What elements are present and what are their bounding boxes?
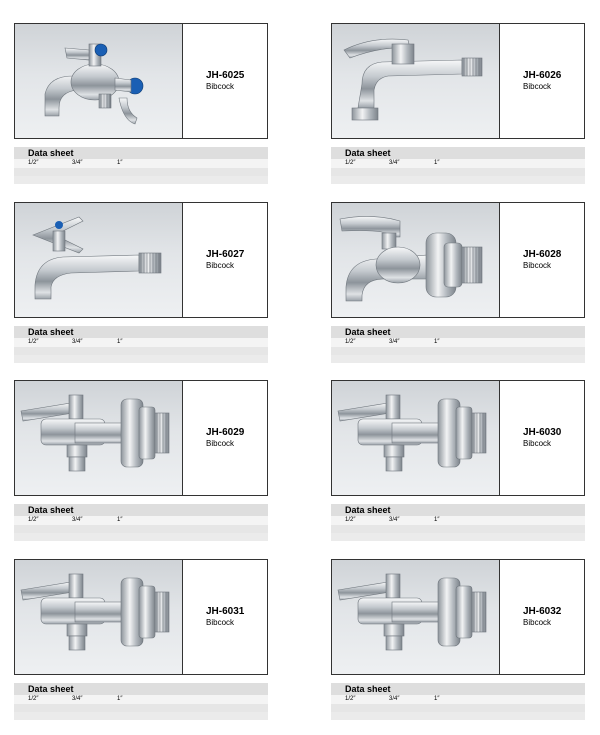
data-sheet-sizes-row bbox=[331, 338, 585, 347]
product-info bbox=[206, 70, 244, 91]
product-info bbox=[523, 427, 561, 448]
product-code: JH-6026 bbox=[523, 70, 562, 81]
data-sheet-row bbox=[14, 176, 268, 184]
data-sheet-sizes-row bbox=[14, 695, 268, 704]
size-label: 3/4″ bbox=[389, 160, 400, 166]
product-panel bbox=[14, 23, 268, 139]
product-code: JH-6029 bbox=[206, 427, 245, 438]
product-info bbox=[523, 249, 561, 270]
data-sheet-row bbox=[331, 176, 585, 184]
size-label: 3/4″ bbox=[389, 339, 400, 345]
data-sheet-row bbox=[331, 525, 585, 533]
data-sheet-header bbox=[331, 683, 585, 695]
data-sheet-sizes-row bbox=[331, 159, 585, 168]
data-sheet-title: Data sheet bbox=[345, 148, 391, 158]
data-sheet-row bbox=[331, 347, 585, 355]
product-name: Bibcock bbox=[523, 618, 552, 627]
data-sheet-title: Data sheet bbox=[345, 505, 391, 515]
data-sheet-title: Data sheet bbox=[345, 327, 391, 337]
product-photo bbox=[332, 381, 500, 495]
product-panel bbox=[331, 202, 585, 318]
data-sheet-sizes-row bbox=[14, 338, 268, 347]
data-sheet-title: Data sheet bbox=[345, 684, 391, 694]
product-photo bbox=[332, 203, 500, 317]
cross-handle-bibcock-icon bbox=[15, 203, 182, 317]
product-info bbox=[523, 606, 561, 627]
product-photo bbox=[332, 24, 500, 138]
product-name: Bibcock bbox=[523, 439, 552, 448]
size-label: 1/2″ bbox=[345, 339, 356, 345]
size-label: 1/2″ bbox=[345, 160, 356, 166]
data-sheet-row bbox=[331, 355, 585, 363]
data-sheet-header bbox=[14, 504, 268, 516]
size-label: 1″ bbox=[434, 517, 440, 523]
product-name: Bibcock bbox=[523, 82, 552, 91]
size-label: 1″ bbox=[117, 696, 123, 702]
product-name: Bibcock bbox=[523, 261, 552, 270]
data-sheet-row bbox=[14, 704, 268, 712]
size-label: 1/2″ bbox=[345, 696, 356, 702]
size-label: 1″ bbox=[117, 160, 123, 166]
data-sheet-sizes-row bbox=[14, 159, 268, 168]
product-code: JH-6031 bbox=[206, 606, 245, 617]
data-sheet-row bbox=[331, 712, 585, 720]
data-sheet-header bbox=[331, 504, 585, 516]
product-photo bbox=[15, 381, 183, 495]
size-label: 1/2″ bbox=[28, 160, 39, 166]
lever-barrel-tap-icon bbox=[332, 381, 499, 495]
product-code: JH-6025 bbox=[206, 70, 245, 81]
product-info bbox=[206, 427, 244, 448]
data-sheet-header bbox=[331, 147, 585, 159]
size-label: 1/2″ bbox=[345, 517, 356, 523]
size-label: 1/2″ bbox=[28, 339, 39, 345]
data-sheet-row bbox=[14, 712, 268, 720]
size-label: 1″ bbox=[117, 517, 123, 523]
size-label: 1″ bbox=[117, 339, 123, 345]
product-panel bbox=[14, 380, 268, 496]
data-sheet-header bbox=[331, 326, 585, 338]
data-sheet-title: Data sheet bbox=[28, 505, 74, 515]
data-sheet-row bbox=[331, 168, 585, 176]
size-label: 3/4″ bbox=[72, 339, 83, 345]
product-name: Bibcock bbox=[206, 439, 235, 448]
product-code: JH-6027 bbox=[206, 249, 245, 260]
product-code: JH-6030 bbox=[523, 427, 562, 438]
product-code: JH-6032 bbox=[523, 606, 562, 617]
data-sheet-sizes-row bbox=[331, 695, 585, 704]
lever-barrel-tap-icon bbox=[15, 560, 182, 674]
product-info bbox=[206, 606, 244, 627]
data-sheet-title: Data sheet bbox=[28, 684, 74, 694]
data-sheet-row bbox=[14, 355, 268, 363]
product-photo bbox=[332, 560, 500, 674]
data-sheet-title: Data sheet bbox=[28, 327, 74, 337]
long-spout-bibcock-icon bbox=[332, 24, 499, 138]
data-sheet-title: Data sheet bbox=[28, 148, 74, 158]
data-sheet-row bbox=[14, 525, 268, 533]
data-sheet-row bbox=[14, 533, 268, 541]
product-panel bbox=[14, 202, 268, 318]
data-sheet-sizes-row bbox=[14, 516, 268, 525]
data-sheet-row bbox=[14, 347, 268, 355]
product-info bbox=[523, 70, 561, 91]
product-info bbox=[206, 249, 244, 270]
size-label: 3/4″ bbox=[72, 517, 83, 523]
data-sheet-header bbox=[14, 683, 268, 695]
size-label: 1″ bbox=[434, 339, 440, 345]
product-name: Bibcock bbox=[206, 618, 235, 627]
product-photo bbox=[15, 24, 183, 138]
size-label: 3/4″ bbox=[389, 517, 400, 523]
lever-barrel-tap-icon bbox=[15, 381, 182, 495]
size-label: 3/4″ bbox=[389, 696, 400, 702]
size-label: 1″ bbox=[434, 160, 440, 166]
product-panel bbox=[14, 559, 268, 675]
dual-outlet-bibcock-icon bbox=[15, 24, 182, 138]
lever-barrel-tap-icon bbox=[332, 560, 499, 674]
size-label: 1″ bbox=[434, 696, 440, 702]
data-sheet-row bbox=[331, 533, 585, 541]
size-label: 3/4″ bbox=[72, 160, 83, 166]
size-label: 3/4″ bbox=[72, 696, 83, 702]
product-panel bbox=[331, 559, 585, 675]
data-sheet-row bbox=[14, 168, 268, 176]
data-sheet-header bbox=[14, 326, 268, 338]
product-name: Bibcock bbox=[206, 82, 235, 91]
lever-bibcock-icon bbox=[332, 203, 499, 317]
data-sheet-header bbox=[14, 147, 268, 159]
product-panel bbox=[331, 23, 585, 139]
data-sheet-row bbox=[331, 704, 585, 712]
size-label: 1/2″ bbox=[28, 696, 39, 702]
product-panel bbox=[331, 380, 585, 496]
product-photo bbox=[15, 203, 183, 317]
size-label: 1/2″ bbox=[28, 517, 39, 523]
product-code: JH-6028 bbox=[523, 249, 562, 260]
product-name: Bibcock bbox=[206, 261, 235, 270]
data-sheet-sizes-row bbox=[331, 516, 585, 525]
product-photo bbox=[15, 560, 183, 674]
